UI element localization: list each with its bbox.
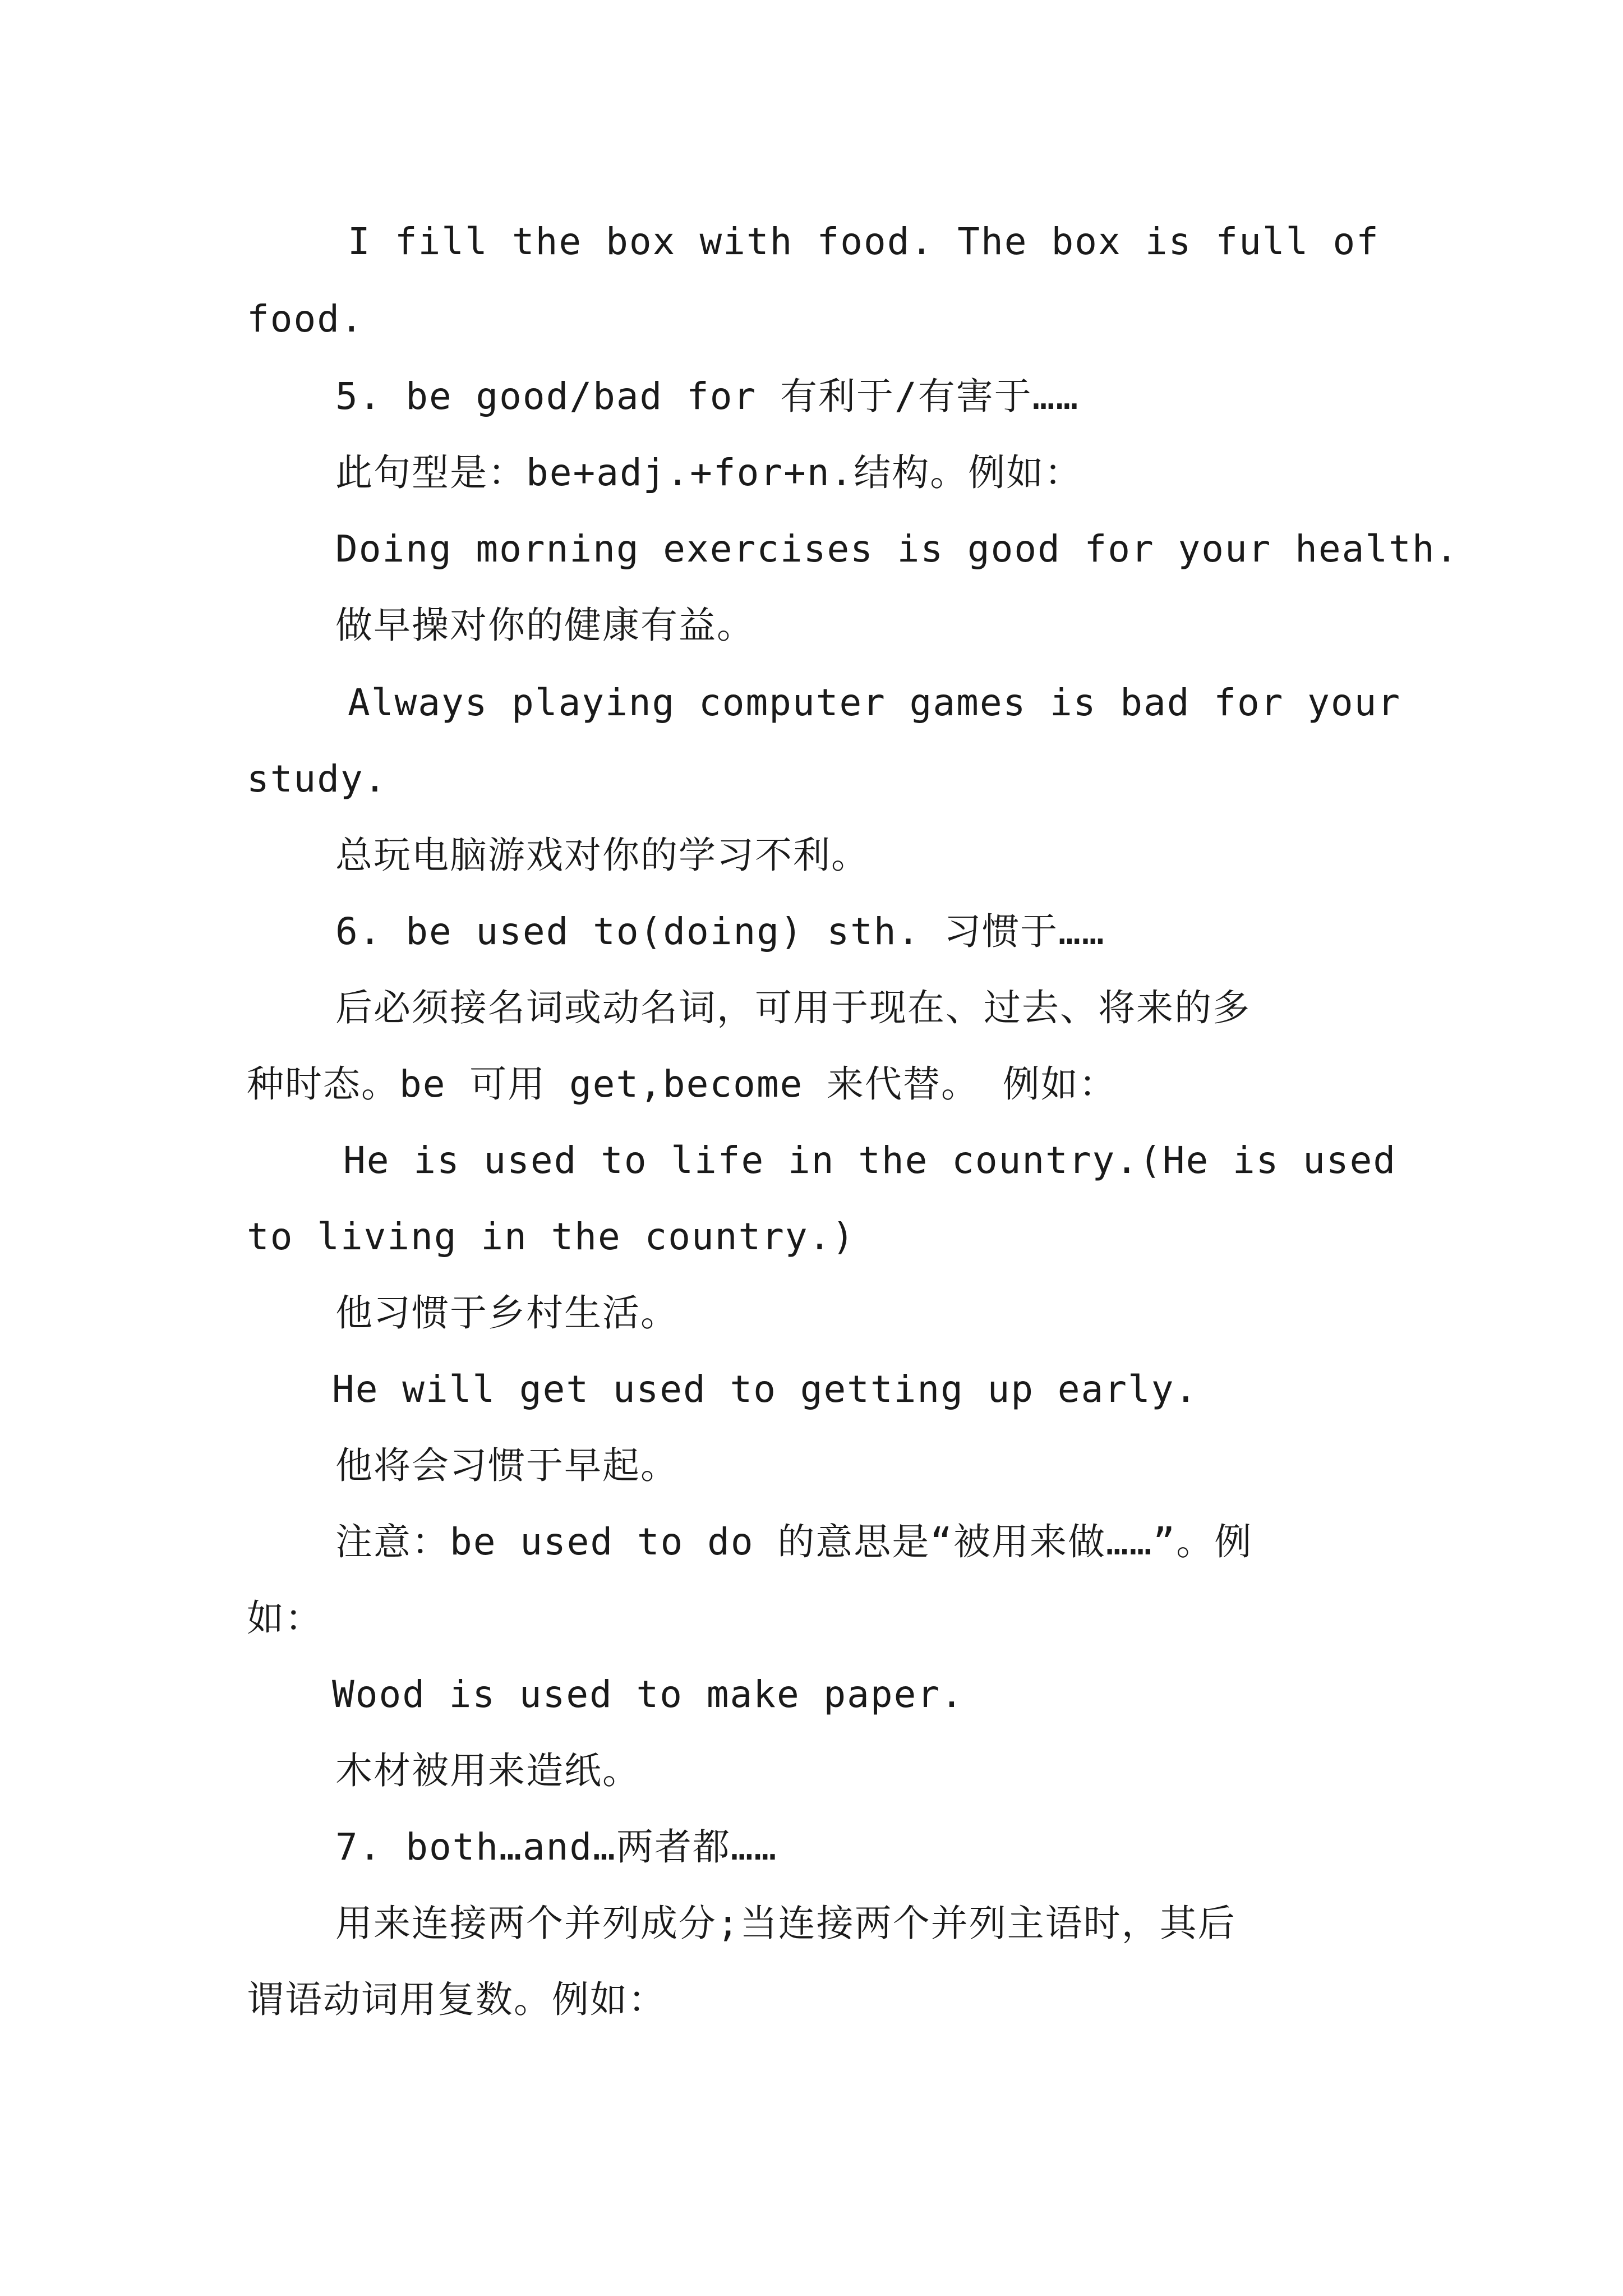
usage-explanation: 后必须接名词或动名词，可用于现在、过去、将来的多 [335,986,1251,1029]
translation-exercises: 做早操对你的健康有益。 [335,604,755,647]
word: with [699,220,794,263]
usage-explanation-both-cont: 谓语动词用复数。例如： [247,1978,666,2021]
word: box [1051,220,1122,263]
translation-wood: 木材被用来造纸。 [335,1749,640,1792]
word: full [1215,220,1310,263]
section-heading-6: 6. be used to(doing) sth. 习惯于…… [335,910,1105,953]
word: food. [817,220,934,263]
word: fill [394,220,488,263]
word: I [348,220,371,263]
usage-explanation-both: 用来连接两个并列成分;当连接两个并列主语时，其后 [335,1902,1236,1945]
example-sentence-early: He will get used to getting up early. [332,1368,1198,1411]
example-sentence-games: Always playing computer games is bad for your [348,681,1401,724]
translation-country: 他习惯于乡村生活。 [335,1291,679,1335]
note-used-to-do-cont: 如： [247,1596,323,1640]
example-sentence-fill-box-cont: food. [247,297,364,341]
section-heading-7: 7. both…and…两者都…… [335,1825,778,1869]
word: of [1332,220,1380,263]
example-sentence-country: He is used to life in the country.(He is used [343,1139,1397,1182]
word: the [511,220,583,263]
example-sentence-fill-box [348,220,1380,263]
example-sentence-games-cont: study. [247,757,388,800]
pattern-explanation: 此句型是：be+adj.+for+n.结构。例如： [335,451,1083,494]
translation-early: 他将会习惯于早起。 [335,1444,679,1487]
translation-games: 总玩电脑游戏对你的学习不利。 [335,834,869,877]
word: The [957,220,1028,263]
usage-explanation-cont: 种时态。be 可用 get,become 来代替。 例如： [247,1062,1117,1106]
example-sentence-wood: Wood is used to make paper. [332,1673,964,1716]
word: box [606,220,676,263]
example-sentence-exercises: Doing morning exercises is good for your health. [335,527,1459,570]
note-used-to-do: 注意：be used to do 的意思是“被用来做……”。例 [335,1520,1253,1563]
word: is [1145,220,1192,263]
section-heading-5: 5. be good/bad for 有利于/有害于…… [335,375,1080,418]
example-sentence-country-cont: to living in the country.) [247,1215,856,1258]
